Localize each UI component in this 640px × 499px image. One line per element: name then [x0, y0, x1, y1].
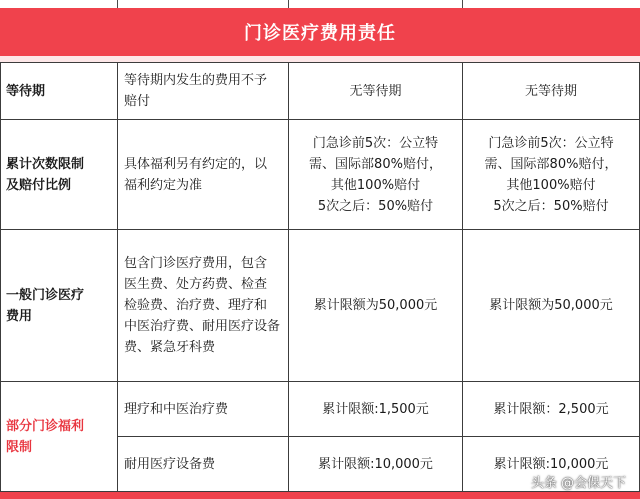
- cell-partial-physio-plan-b: [463, 382, 640, 437]
- cell-text: 等待期: [6, 83, 46, 99]
- cell-text: 累计限额:10,000元: [318, 456, 433, 472]
- cell-partial-equipment-description: [118, 437, 289, 492]
- cell-text: 累计限额:10,000元: [493, 456, 609, 472]
- column-divider: [462, 0, 463, 8]
- cell-text: 等待期内发生的费用不予 赔付: [124, 73, 268, 109]
- section-title: 门诊医疗费用责任: [0, 8, 640, 56]
- cell-text: 无等待期: [349, 83, 402, 99]
- cell-text: 包含门诊医疗费用，包含 医生费、处方药费、检查 检验费、治疗费、理疗和 中医治疗费、耐用医疗设备 费、紧急牙科费: [124, 256, 281, 355]
- cell-waiting-description: [118, 62, 289, 120]
- cell-text: 一般门诊医疗 费用: [6, 287, 85, 324]
- bottom-accent-band: [0, 492, 640, 499]
- cell-text: 累计限额：2,500元: [493, 401, 609, 417]
- cell-text: 耐用医疗设备费: [124, 456, 216, 472]
- cell-text: 门急诊前5次：公立特 需、国际部80%赔付， 其他100%赔付 5次之后：50%赔付: [484, 135, 618, 214]
- cell-general-description: [118, 230, 289, 382]
- cell-text: 部分门诊福利 限制: [6, 418, 85, 455]
- cell-limit-plan-b: [463, 120, 640, 230]
- coverage-table: [0, 62, 640, 499]
- watermark: 头条 @会保天下: [530, 476, 626, 491]
- cell-text: 累计次数限制 及赔付比例: [6, 156, 85, 193]
- cell-text: 累计限额为50,000元: [313, 298, 438, 313]
- cell-waiting-plan-b: [463, 62, 640, 120]
- cell-text: 无等待期: [524, 83, 577, 99]
- column-divider: [117, 0, 118, 8]
- cell-general-plan-b: [463, 230, 640, 382]
- cell-text: 门急诊前5次：公立特 需、国际部80%赔付， 其他100%赔付 5次之后：50%赔付: [309, 135, 442, 214]
- cell-text: 理疗和中医治疗费: [124, 401, 229, 417]
- cell-limit-plan-a: [289, 120, 463, 230]
- cell-partial-physio-plan-a: [289, 382, 463, 437]
- row-label-frequency-limit: [0, 120, 118, 230]
- row-label-waiting-period: [0, 62, 118, 120]
- cell-text: 具体福利另有约定的，以 福利约定为准: [124, 156, 268, 193]
- cell-text: 累计限额:1,500元: [322, 401, 429, 417]
- cell-limit-description: [118, 120, 289, 230]
- cell-waiting-plan-a: [289, 62, 463, 120]
- cell-text: 累计限额为50,000元: [489, 298, 613, 313]
- row-label-partial-benefit-limits: [0, 382, 118, 492]
- cell-general-plan-a: [289, 230, 463, 382]
- row-label-general-outpatient: [0, 230, 118, 382]
- column-divider: [288, 0, 289, 8]
- cell-partial-equipment-plan-a: [289, 437, 463, 492]
- cell-partial-physio-description: [118, 382, 289, 437]
